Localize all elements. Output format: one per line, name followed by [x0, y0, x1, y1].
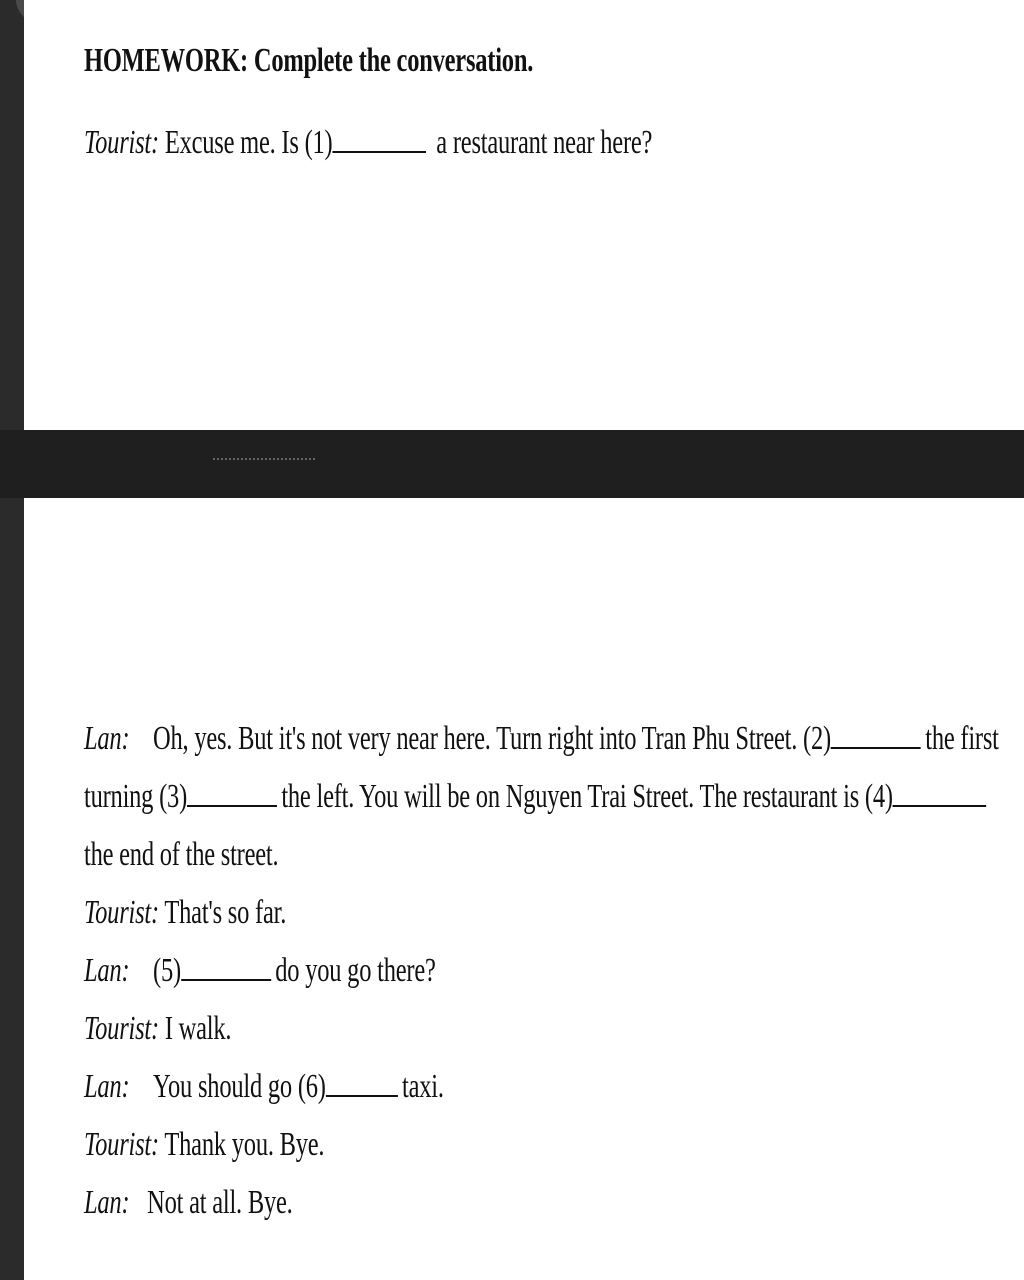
line-text: turning (3): [84, 778, 188, 815]
line-text: the first: [925, 720, 999, 757]
line-text: Excuse me. Is (1): [164, 124, 333, 161]
speaker-label: Lan:: [84, 720, 130, 757]
answer-blank-5[interactable]: [181, 955, 271, 981]
line-text: do you go there?: [275, 952, 436, 989]
speaker-label: Tourist:: [84, 894, 159, 931]
dialogue-line-lan-6: [84, 1068, 444, 1106]
line-text: I walk.: [164, 1010, 232, 1047]
answer-blank-6[interactable]: [326, 1071, 398, 1097]
page-top: [24, 0, 1024, 430]
line-text: Thank you. Bye.: [164, 1126, 325, 1163]
dotted-separator: [212, 457, 316, 461]
speaker-label: Lan:: [84, 952, 130, 989]
dialogue-line-1: [84, 124, 652, 162]
speaker-label: Tourist:: [84, 124, 159, 161]
dialogue-line-lan-2: [84, 720, 999, 758]
answer-blank-1[interactable]: [332, 127, 426, 153]
line-text: You should go (6): [153, 1068, 326, 1105]
page-divider: [0, 430, 1024, 498]
speaker-label: Lan:: [84, 1068, 130, 1105]
line-text: That's so far.: [164, 894, 287, 931]
speaker-label: Lan:: [84, 1184, 130, 1221]
answer-blank-2[interactable]: [831, 723, 921, 749]
line-text: Not at all. Bye.: [147, 1184, 293, 1221]
line-text: the left. You will be on Nguyen Trai Street. The restaurant is (4): [281, 778, 893, 815]
homework-heading: HOMEWORK: Complete the conversation.: [84, 42, 534, 79]
dialogue-line-turning: [84, 778, 991, 816]
speaker-label: Tourist:: [84, 1010, 159, 1047]
line-text: a restaurant near here?: [436, 124, 653, 161]
answer-blank-4[interactable]: [893, 781, 987, 807]
dialogue-line-end-of-street: [84, 836, 278, 874]
line-text: taxi.: [402, 1068, 444, 1105]
answer-blank-3[interactable]: [187, 781, 277, 807]
line-text: the end of the street.: [84, 836, 279, 873]
dialogue-line-tourist-bye: [84, 1126, 324, 1164]
dialogue-line-tourist-walk: [84, 1010, 231, 1048]
dialogue-line-lan-5: [84, 952, 436, 990]
line-text: Oh, yes. But it's not very near here. Turn right into Tran Phu Street. (2): [153, 720, 831, 757]
page-bottom: [24, 498, 1024, 1280]
dialogue-line-tourist-far: [84, 894, 286, 932]
line-text: (5): [153, 952, 181, 989]
dialogue-line-lan-bye: [84, 1184, 293, 1222]
speaker-label: Tourist:: [84, 1126, 159, 1163]
